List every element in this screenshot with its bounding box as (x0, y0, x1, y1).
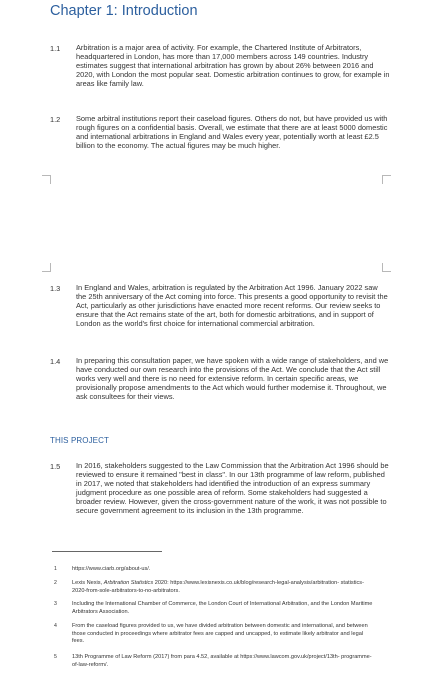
footnote-1 (54, 566, 374, 574)
paragraph-text: Arbitration is a major area of activity. For example, the Chartered Institute of Arbitrators, headquartered in London, has more than 17,000 members across 149 countries. Industry estimates suggest that international arbitration has grown by about 26% between 2016 and 2020, with London the most popular seat. Domestic arbitration continues to grow, for example in areas like family law. (76, 43, 390, 88)
paragraph-1-4 (50, 357, 390, 402)
footnote-number: 5 (54, 654, 57, 660)
footnote-5 (54, 654, 374, 669)
paragraph-number: 1.3 (50, 284, 61, 293)
footnote-separator (52, 551, 162, 552)
footnote-text: 13th Programme of Law Reform (2017) from para 4.52, available at https://www.lawcom.gov.uk/project/13th- programme-of-law-reform/. (72, 654, 372, 668)
footnote-citation: 2020: https://www.lexisnexis.co.uk/blog/research-legal-analysis/arbitration- statistics-2020-from-sole-arbitrators-to-no-arbitrators. (72, 580, 364, 594)
footnote-text: Including the International Chamber of Commerce, the London Court of International Arbitration, and the London Maritime Arbitrators Association. (72, 601, 373, 615)
paragraph-1-5 (50, 462, 390, 515)
paragraph-text: In preparing this consultation paper, we have spoken with a wide range of stakeholders, and we have conducted our own research into the provisions of the Act. We conclude that the Act still works very well and there is no need for extensive reform. In certain specific areas, we provisionally propose amendments to the Act which would further modernise it. Throughout, we ask consultees for their views. (76, 356, 389, 401)
footnote-number: 2 (54, 580, 57, 586)
footnote-2 (54, 580, 374, 595)
crop-mark-top-right (382, 175, 391, 184)
chapter-title: Chapter 1: Introduction (50, 3, 198, 19)
paragraph-1-2 (50, 115, 390, 151)
paragraph-number: 1.4 (50, 357, 61, 366)
paragraph-number: 1.2 (50, 115, 61, 124)
footnote-author: Lexis Nexis, (72, 580, 104, 586)
crop-mark-top-left (42, 175, 51, 184)
footnote-publication-title: Arbitration Statistics (103, 580, 154, 586)
footnote-text: From the caseload figures provided to us, we have divided arbitration between domestic and international, and between those conducted in proceedings where arbitrator fees are capped and uncapped, to estimate likely arbitrator and legal fees. (72, 623, 368, 645)
footnote-number: 4 (54, 623, 57, 629)
footnote-text: https://www.ciarb.org/about-us/. (72, 566, 151, 572)
paragraph-1-3 (50, 284, 390, 329)
paragraph-1-1 (50, 44, 390, 89)
footnote-3 (54, 601, 374, 616)
paragraph-number: 1.1 (50, 44, 61, 53)
section-heading: THIS PROJECT (50, 436, 109, 445)
footnote-number: 1 (54, 566, 57, 572)
crop-mark-bottom-right (382, 263, 391, 272)
paragraph-text: Some arbitral institutions report their caseload figures. Others do not, but have provided us with rough figures on a confidential basis. Overall, we estimate that there are at least 5000 domestic and international arbitrations in England and Wales every year, potentially worth at least £2.5 billion to the economy. The actual figures may be much higher. (76, 114, 388, 150)
footnote-text (72, 580, 374, 595)
footnote-number: 3 (54, 601, 57, 607)
paragraph-text: In England and Wales, arbitration is regulated by the Arbitration Act 1996. January 2022 saw the 25th anniversary of the Act coming into force. This presents a good opportunity to revisit the Act, particularly as other jurisdictions have enacted more recent reforms. Our review seeks to ensure that the Act remains state of the art, both for domestic arbitrations, and in support of London as the world's first choice for international commercial arbitration. (76, 283, 388, 328)
footnote-4 (54, 623, 374, 646)
crop-mark-bottom-left (42, 263, 51, 272)
paragraph-text: In 2016, stakeholders suggested to the Law Commission that the Arbitration Act 1996 should be reviewed to ensure it remained "best in class". In our 13th programme of law reform, published in 2017, we noted that stakeholders had identified the introduction of an express summary judgment procedure as one possible area of reform. Some stakeholders had suggested a broader review. However, given the cross-government nature of the work, it was not possible to secure government agreement to its inclusion in the 13th programme. (76, 461, 389, 515)
paragraph-number: 1.5 (50, 462, 61, 471)
